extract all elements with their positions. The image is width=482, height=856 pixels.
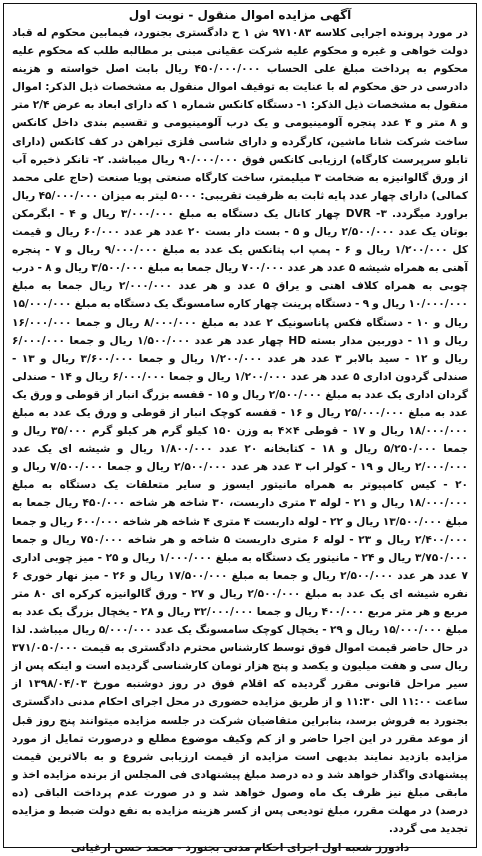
notice-title: آگهی مزایده اموال منقول - نوبت اول <box>128 8 352 22</box>
notice-body: در مورد پرونده اجرایی کلاسه ۹۷۱۰۸۳ ش ۱ ح دادگستری بجنورد، فیمابین محکوم له قباد دولت خواهی و غیره و محکوم علیه شرکت عقیانی مبنی بر مطالبه طلب که محکوم علیه محکوم به پرداخت مبلغ علی الحساب ۴۵۰/۰۰۰/۰۰۰ ریال بابت اصل خواسته و هزینه دادرسی در حق محکوم له با عنایت به توقیف اموال منقول به مشخصات ذیل الذکر: اموال منقول به مشخصات ذیل الذکر: ۱- دستگاه کانکس شماره ۱ که دارای ابعاد به عرض ۲/۴ متر و ۸ متر و ۴ عدد پنجره آلومینیومی و یک درب آلومینیومی و تقسیم بندی داخل کانکس ساخت شرکت شانا ماشین، کارگرده و دارای شاسی فلزی تیراهن در کف کانکس (دارای تابلو سرپرست کارگاه) ارزیابی کانکس فوق ۹۰/۰۰۰/۰۰۰ ریال میباشد. ۲- تانکر ذخیره آب از ورق گالوانیزه به ضخامت ۳ میلیمتر، ساخت کارگاه صنعتی پویا صنعت (حاج علی محمد کمالی) دارای چهار عدد پایه ثابت به ظرفیت تقریبی: ۵۰۰۰ لیتر به میزان ۴۵/۰۰۰/۰۰۰ ریال براورد میگردد. ۳- DVR چهار کانال یک دستگاه به مبلغ ۳/۰۰۰/۰۰۰ ریال و ۴ - ابگرمکن بوتان یک عدد ۲/۵۰۰/۰۰۰ ریال و ۵ - بست دار بست ۲۰ عدد هر عدد ۶۰/۰۰۰ ریال و قیمت کل ۱/۲۰۰/۰۰۰ ریال و ۶ - پمپ اب پتانکس یک عدد به مبلغ ۹/۰۰۰/۰۰۰ ریال و ۷ - پنجره آهنی به همراه شیشه ۵ عدد هر عدد ۷۰۰/۰۰۰ ریال جمعا به مبلغ ۳/۵۰۰/۰۰۰ ریال و ۸ - درب چوبی به همراه کلاف اهنی و یراق ۵ عدد و هر عدد ۲/۰۰۰/۰۰۰ ریال جمعا به مبلغ ۱۰/۰۰۰/۰۰۰ ریال و ۹ - دستگاه پرینت چهار کاره سامسونگ یک دستگاه به مبلغ ۱۵/۰۰۰/۰۰۰ ریال و ۱۰ - دستگاه فکس پاناسونیک ۲ عدد به مبلغ ۸/۰۰۰/۰۰۰ ریال و جمعا ۱۶/۰۰۰/۰۰۰ ریال و ۱۱ - دوربین مدار بسته HD چهار عدد هر عدد ۱/۵۰۰/۰۰۰ ریال و جمعا ۶/۰۰۰/۰۰۰ ریال و ۱۲ - سید بالابر ۳ عدد هر عدد ۱/۲۰۰/۰۰۰ ریال و جمعا ۳/۶۰۰/۰۰۰ ریال و ۱۳ - صندلی گردون اداری ۵ عدد هر عدد ۱/۲۰۰/۰۰۰ ریال و جمعا ۶/۰۰۰/۰۰۰ ریال و ۱۴ - صندلی گردان اداری یک عدد به مبلغ ۲/۵۰۰/۰۰۰ ریال و ۱۵ - قفسه بزرگ انبار از قوطی و ورق یک عدد به مبلغ ۲۵/۰۰۰/۰۰۰ ریال و ۱۶ - قفسه کوچک انبار از قوطی و ورق یک عدد به مبلغ ۱۸/۰۰۰/۰۰۰ ریال و ۱۷ - قوطی ۴×۴ به وزن ۱۵۰ کیلو گرم هر کیلو گرم ۳۵/۰۰۰ ریال و جمعا ۵/۲۵۰/۰۰۰ ریال و ۱۸ - کتابخانه ۲۰ عدد ۱/۸۰۰/۰۰۰ ریال و شیشه ای یک عدد ۲/۰۰۰/۰۰۰ ریال و ۱۹ - کولر اب ۳ عدد هر عدد ۲/۵۰۰/۰۰۰ ریال و جمعا ۷/۵۰۰/۰۰۰ ریال و ۲۰ - کیس کامپیوتر به همراه مانیتور ایسوز و سایر متعلقات یک دستگاه به مبلغ ۱۸/۰۰۰/۰۰۰ ریال و ۲۱ - لوله ۳ متری داربست، ۳۰ شاخه هر شاخه ۴۵۰/۰۰۰ ریال جمعا به مبلغ ۱۳/۵۰۰/۰۰۰ ریال و ۲۲ - لوله داربست ۴ متری ۴ شاخه هر شاخه ۶۰۰/۰۰۰ ریال و جمعا ۲/۴۰۰/۰۰۰ ریال و ۲۳ - لوله ۶ متری داربست ۵ شاخه و هر شاخه ۷۵۰/۰۰۰ ریال و جمعا ۳/۷۵۰/۰۰۰ ریال و ۲۴ - مانیتور یک دستگاه به مبلغ ۱/۰۰۰/۰۰۰ ریال و ۲۵ - میز چوبی اداری ۷ عدد هر عدد ۲/۵۰۰/۰۰۰ ریال و جمعا به مبلغ ۱۷/۵۰۰/۰۰۰ ریال و ۲۶ - میز نهار خوری ۶ نفره شیشه ای یک عدد به مبلغ ۲/۵۰۰/۰۰۰ ریال و ۲۷ - ورق گالوانیزه کرکره ای ۸۰ متر مربع و هر متر مربع ۴۰۰/۰۰۰ ریال و جمعا ۳۲/۰۰۰/۰۰۰ ریال و ۲۸ - یخچال بزرگ یک عدد به مبلغ ۱۵/۰۰۰/۰۰۰ ریال و ۲۹ - یخچال کوچک سامسونگ یک عدد ۵/۰۰۰/۰۰۰ ریال میباشد. لذا در حال حاضر قیمت اموال فوق توسط کارشناس محترم دادگستری به قیمت ۳۷۱/۰۵۰/۰۰۰ ریال سی و هفت میلیون و یکصد و پنج هزار تومان کارشناسی گردیده است و اینکه پس از سیر مراحل قانونی مقرر گردیده که اقلام فوق در روز دوشنبه مورخ ۱۳۹۸/۰۴/۰۳ از ساعت ۱۱:۰۰ الی ۱۱:۳۰ و از طریق مزایده حضوری در محل اجرای احکام مدنی دادگستری بجنورد به فروش برسد، بنابراین متقاضیان شرکت در جلسه مزایده میتوانند پنج روز قبل از موعد مقرر در این اجرا حاضر و از کم وکیف موضوع مطلع و درصورت تمایل از مورد مزایده بازدید نمایند بدیهی است مزایده از قیمت ارزیابی شروع و به بالاترین قیمت پیشنهادی واگذار خواهد شد و ده درصد مبلغ پیشنهادی فی المجلس از برنده مزایده اخذ و مابقی مبلغ نیز ظرف یک ماه وصول خواهد شد و در صورت عدم پرداخت الباقی (ده درصد) در مهلت مقرر، مبلغ تودیعی پس از کسر هزینه مزایده به نفع دولت ضبط و مزایده تجدید می گردد. <box>12 27 469 836</box>
notice-signature: دادورز شعبه اول اجرای احکام مدنی بجنورد - محمد حسن ارغیانی <box>70 842 410 855</box>
auction-notice <box>3 3 477 855</box>
